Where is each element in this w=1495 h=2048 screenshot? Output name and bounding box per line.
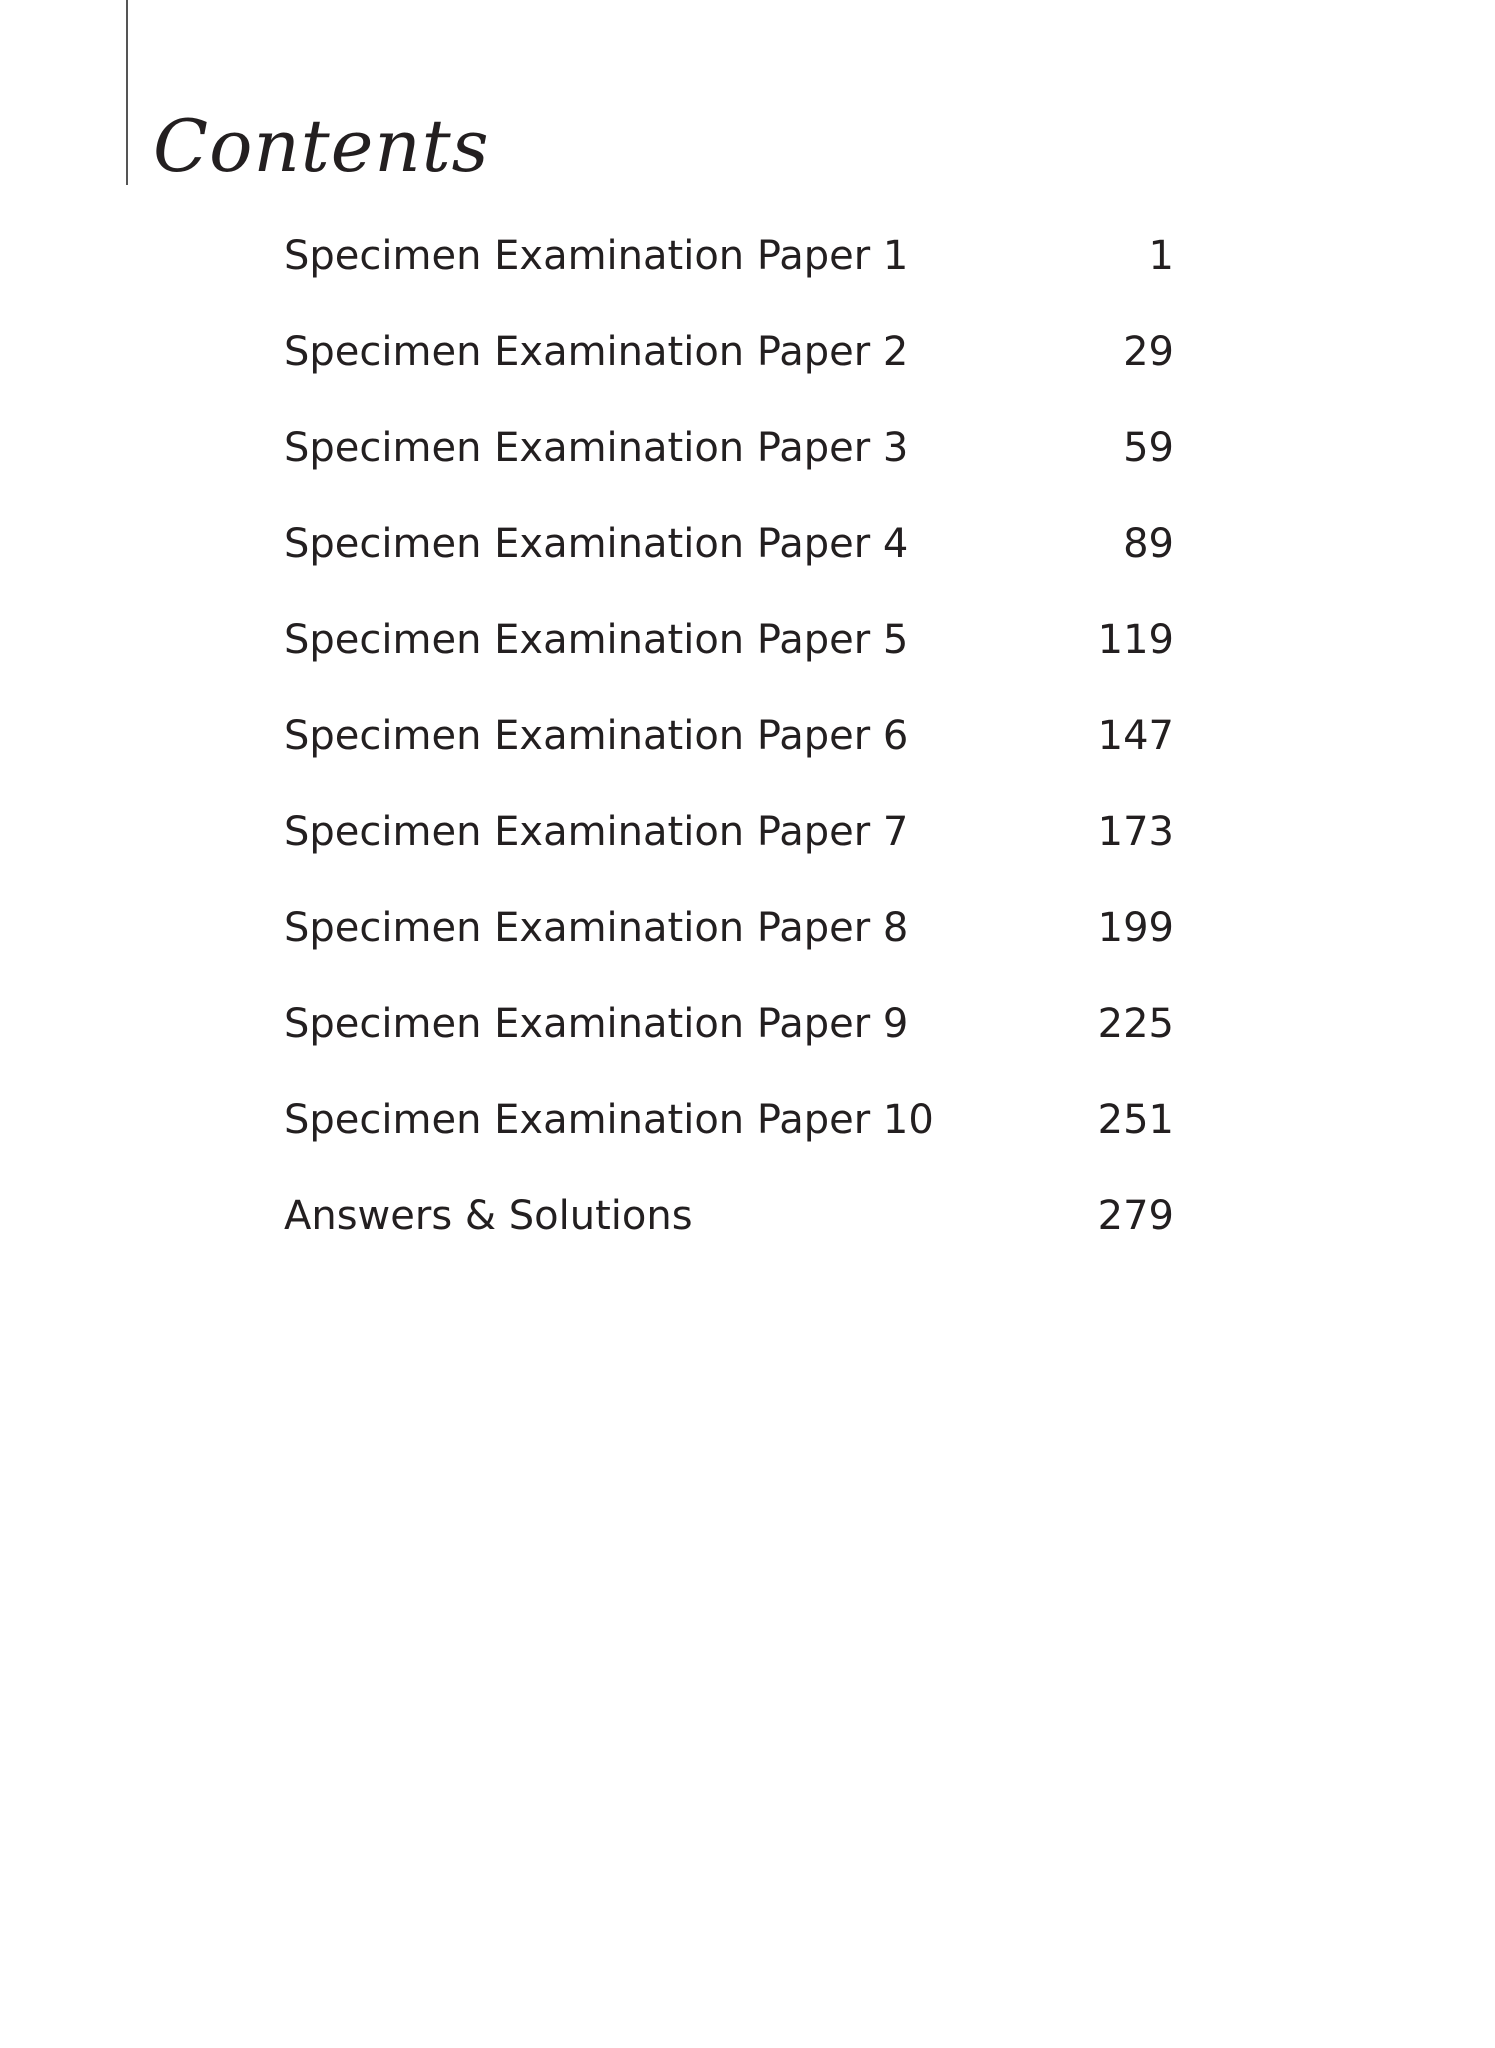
toc-entry[interactable] — [284, 994, 1174, 1090]
toc-entry[interactable] — [284, 514, 1174, 610]
toc-entry-label: Specimen Examination Paper 7 — [284, 809, 909, 855]
toc-entry[interactable] — [284, 418, 1174, 514]
toc-entry[interactable] — [284, 898, 1174, 994]
toc-entry-label: Answers & Solutions — [284, 1193, 693, 1239]
toc-entry-label: Specimen Examination Paper 6 — [284, 713, 909, 759]
toc-entry-label: Specimen Examination Paper 8 — [284, 905, 909, 951]
toc-entry-page-number: 173 — [1097, 809, 1174, 855]
toc-entry-page-number: 29 — [1123, 329, 1174, 375]
toc-entry[interactable] — [284, 1186, 1174, 1282]
toc-entry-label: Specimen Examination Paper 1 — [284, 233, 909, 279]
toc-entry-label: Specimen Examination Paper 4 — [284, 521, 909, 567]
toc-entry-label: Specimen Examination Paper 2 — [284, 329, 909, 375]
toc-entry[interactable] — [284, 226, 1174, 322]
toc-entry-page-number: 251 — [1097, 1097, 1174, 1143]
table-of-contents — [284, 226, 1174, 1282]
toc-entry-label: Specimen Examination Paper 9 — [284, 1001, 909, 1047]
toc-entry-page-number: 59 — [1123, 425, 1174, 471]
toc-entry[interactable] — [284, 706, 1174, 802]
toc-entry[interactable] — [284, 610, 1174, 706]
margin-rule — [126, 0, 128, 185]
toc-entry[interactable] — [284, 322, 1174, 418]
toc-entry-page-number: 147 — [1097, 713, 1174, 759]
toc-entry-label: Specimen Examination Paper 5 — [284, 617, 909, 663]
toc-entry-page-number: 89 — [1123, 521, 1174, 567]
page-title: Contents — [153, 104, 490, 188]
toc-entry[interactable] — [284, 802, 1174, 898]
toc-entry-page-number: 225 — [1097, 1001, 1174, 1047]
toc-entry-label: Specimen Examination Paper 3 — [284, 425, 909, 471]
toc-entry-label: Specimen Examination Paper 10 — [284, 1097, 934, 1143]
toc-entry-page-number: 119 — [1097, 617, 1174, 663]
toc-entry-page-number: 279 — [1097, 1193, 1174, 1239]
toc-entry[interactable] — [284, 1090, 1174, 1186]
toc-entry-page-number: 199 — [1097, 905, 1174, 951]
toc-entry-page-number: 1 — [1148, 233, 1174, 279]
